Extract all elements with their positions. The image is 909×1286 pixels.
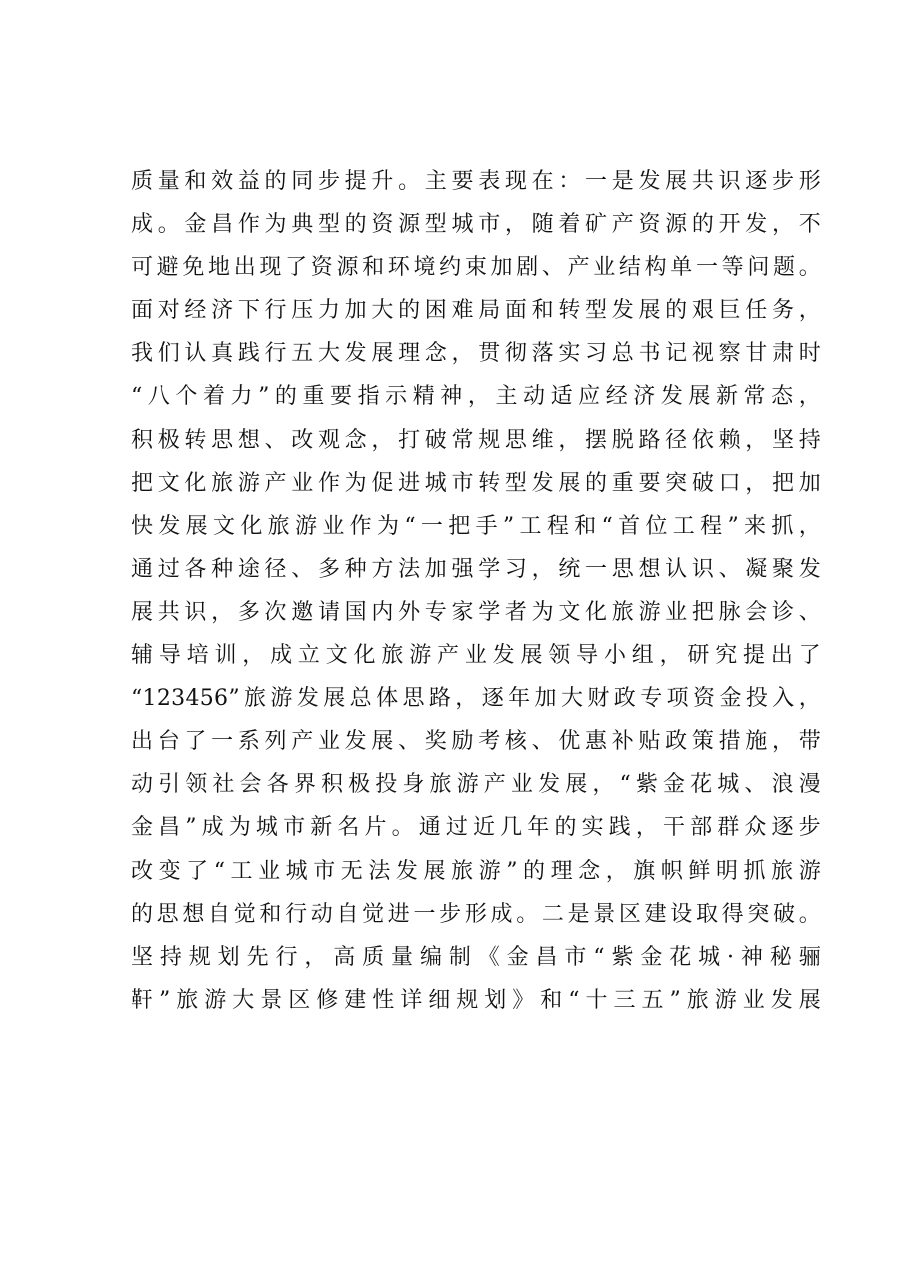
text-line: 改变了“工业城市无法发展旅游”的理念，旗帜鲜明抓旅游 — [131, 858, 821, 884]
text-line: 我们认真践行五大发展理念，贯彻落实习总书记视察甘肃时 — [131, 341, 821, 367]
text-line: 展共识，多次邀请国内外专家学者为文化旅游业把脉会诊、 — [131, 599, 821, 625]
text-line: 可避免地出现了资源和环境约束加剧、产业结构单一等问题。 — [131, 255, 821, 281]
text-line: 质量和效益的同步提升。主要表现在：一是发展共识逐步形 — [131, 169, 821, 194]
text-line: 辅导培训，成立文化旅游产业发展领导小组，研究提出了 — [131, 643, 821, 669]
text-line: 面对经济下行压力加大的困难局面和转型发展的艰巨任务， — [131, 298, 821, 324]
text-line: 坚持规划先行，高质量编制《金昌市“紫金花城·神秘骊 — [131, 944, 821, 970]
text-line: 积极转思想、改观念，打破常规思维，摆脱路径依赖，坚持 — [131, 427, 821, 453]
text-line: 靬”旅游大景区修建性详细规划》和“十三五”旅游业发展 — [131, 987, 821, 1013]
text-line: “123456”旅游发展总体思路，逐年加大财政专项资金投入， — [131, 686, 821, 712]
text-line: 出台了一系列产业发展、奖励考核、优惠补贴政策措施，带 — [131, 729, 821, 755]
text-line: 成。金昌作为典型的资源型城市，随着矿产资源的开发，不 — [131, 212, 821, 238]
text-line: “八个着力”的重要指示精神，主动适应经济发展新常态， — [131, 384, 821, 410]
text-line: 快发展文化旅游业作为“一把手”工程和“首位工程”来抓， — [131, 513, 821, 539]
text-line: 动引领社会各界积极投身旅游产业发展，“紫金花城、浪漫 — [131, 772, 821, 798]
text-line: 金昌”成为城市新名片。通过近几年的实践，干部群众逐步 — [131, 815, 821, 841]
text-line: 把文化旅游产业作为促进城市转型发展的重要突破口，把加 — [131, 470, 821, 496]
body-paragraph — [131, 160, 821, 1022]
text-line: 的思想自觉和行动自觉进一步形成。二是景区建设取得突破。 — [131, 901, 821, 927]
text-line: 通过各种途径、多种方法加强学习，统一思想认识、凝聚发 — [131, 556, 821, 582]
